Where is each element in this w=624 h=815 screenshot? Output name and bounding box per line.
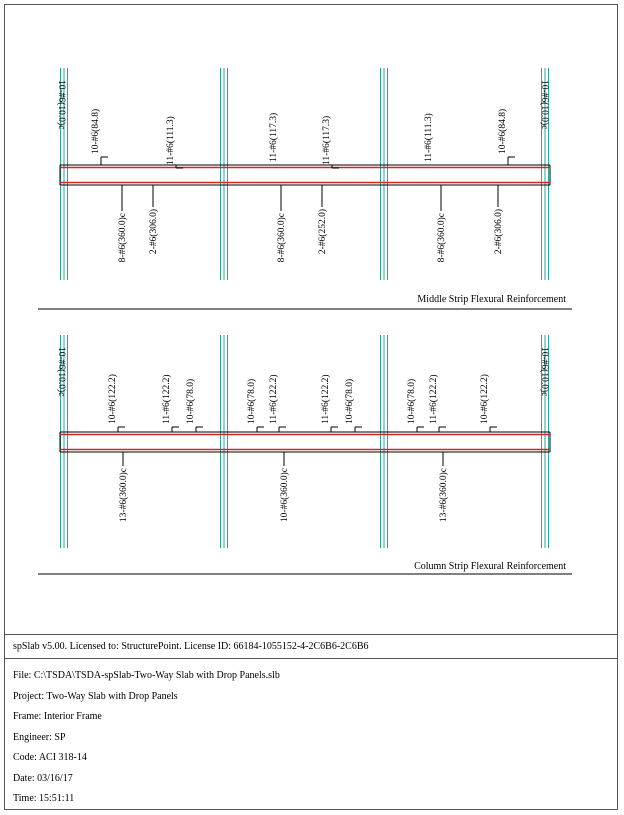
middle-top-label: 11-#6(111.3) (166, 116, 176, 165)
middle-strip-slab (60, 165, 550, 185)
column-top-label: 10-#6(78.0) (247, 378, 257, 424)
middle-top-label: 11-#6(111.3) (424, 113, 434, 162)
column-bottom-label: 13-#6(360.0)c (439, 468, 449, 523)
column-top-label: 11-#6(122.2) (162, 374, 172, 424)
column-top-label: 11-#6(122.2) (321, 374, 331, 424)
middle-top-label: 11-#6(117.3) (269, 112, 279, 162)
column-top-label-left-end: 10-#6(10.0)c (56, 347, 66, 397)
column-bottom-label: 10-#6(360.0)c (280, 468, 290, 523)
column-top-label: 10-#6(78.0) (407, 378, 417, 424)
middle-strip-top-bar-labels (56, 80, 550, 168)
middle-top-label-left-end: 10-#6(10.0)c (56, 80, 66, 130)
column-strip-bottom-bar-labels (118, 452, 449, 522)
frame-line: Frame: Interior Frame (13, 711, 102, 722)
middle-top-label: 10-#6(84.8) (91, 108, 101, 154)
column-top-label: 10-#6(78.0) (186, 378, 196, 424)
column-top-label: 11-#6(122.2) (429, 374, 439, 424)
column-top-label: 10-#6(122.2) (480, 374, 490, 424)
date-line: Date: 03/16/17 (13, 772, 73, 784)
column-supports (61, 68, 549, 548)
license-bar (4, 634, 618, 658)
column-bottom-label: 13-#6(360.0)c (119, 468, 129, 523)
middle-top-label-right-end: 10-#6(10.0)c (539, 80, 549, 130)
middle-top-label: 10-#6(84.8) (498, 108, 508, 154)
column-top-label-right-end: 10-#6(10.0)c (539, 347, 549, 397)
project-info-panel (4, 658, 618, 810)
middle-bottom-label: 2-#6(252.0) (318, 209, 328, 255)
middle-bottom-label: 2-#6(306.0) (149, 209, 159, 255)
middle-top-label: 11-#6(117.3) (322, 115, 332, 165)
middle-strip-caption: Middle Strip Flexural Reinforcement (417, 294, 566, 305)
middle-bottom-label: 2-#6(306.0) (494, 209, 504, 255)
project-line: Project: Two-Way Slab with Drop Panels (13, 690, 178, 702)
column-strip-caption: Column Strip Flexural Reinforcement (414, 561, 566, 572)
column-strip-slab (60, 432, 550, 452)
column-top-label: 10-#6(122.2) (108, 374, 118, 424)
code-line: Code: ACI 318-14 (13, 752, 87, 763)
middle-bottom-label: 8-#6(360.0)c (277, 213, 287, 263)
column-top-label: 10-#6(78.0) (345, 378, 355, 424)
middle-strip-bottom-bar-labels (117, 185, 504, 262)
column-strip-top-bar-labels (56, 347, 550, 432)
middle-bottom-label: 8-#6(360.0)c (437, 213, 447, 263)
column-top-label: 11-#6(122.2) (269, 374, 279, 424)
license-text: spSlab v5.00. Licensed to: StructurePoint. License ID: 66184-1055152-4-2C6B6-2C6B6 (13, 641, 369, 652)
engineer-line: Engineer: SP (13, 731, 66, 743)
file-line: File: C:\TSDA\TSDA-spSlab-Two-Way Slab with Drop Panels.slb (13, 670, 280, 681)
time-line: Time: 15:51:11 (13, 793, 75, 804)
middle-bottom-label: 8-#6(360.0)c (118, 213, 128, 263)
